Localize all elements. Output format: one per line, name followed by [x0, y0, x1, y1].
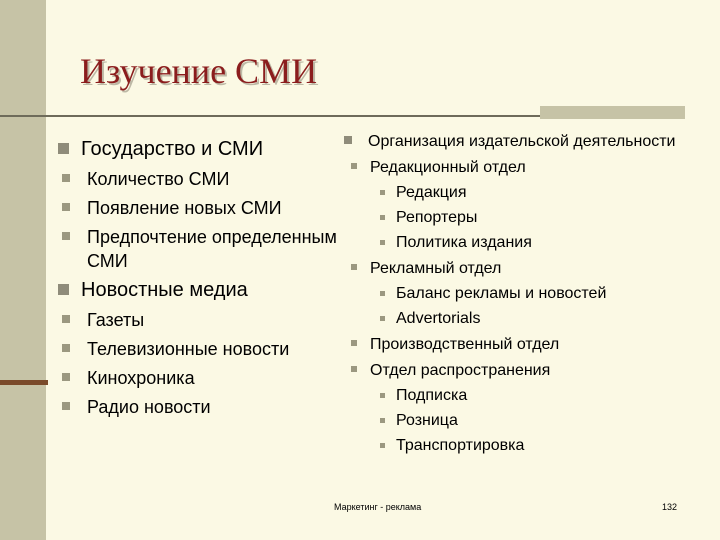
list-item-label: Организация издательской деятельности: [368, 133, 676, 150]
sub-item-production-dept: Производственный отдел: [342, 333, 702, 356]
sub-sub-item: Подписка: [370, 385, 702, 407]
sub-sub-item: Розница: [370, 410, 702, 432]
page-number: 132: [662, 502, 678, 512]
sub-sub-item: Транспортировка: [370, 435, 702, 457]
square-bullet-icon: [62, 232, 70, 240]
square-bullet-icon: [380, 418, 385, 423]
sub-item-ad-dept: Рекламный отдел: [342, 257, 702, 280]
sub-item: Количество СМИ: [56, 167, 346, 191]
left-column-list: [56, 137, 346, 424]
sub-sub-item: Advertorials: [370, 308, 702, 330]
list-item-label: Новостные медиа: [81, 279, 248, 301]
square-bullet-icon: [62, 203, 70, 211]
square-bullet-icon: [351, 264, 357, 270]
square-bullet-icon: [62, 402, 70, 410]
square-bullet-icon: [62, 174, 70, 182]
square-bullet-icon: [62, 373, 70, 381]
slide-title: Изучение СМИ: [80, 51, 318, 91]
sidebar-accent-line: [0, 380, 48, 385]
list-item-state-media: [56, 137, 346, 161]
square-bullet-icon: [351, 163, 357, 169]
square-bullet-icon: [58, 143, 69, 154]
sub-item: Телевизионные новости: [56, 337, 346, 361]
list-item-publishing-org: [342, 131, 702, 153]
square-bullet-icon: [62, 344, 70, 352]
sub-sub-item: Баланс рекламы и новостей: [370, 283, 702, 305]
square-bullet-icon: [351, 366, 357, 372]
sub-item: Радио новости: [56, 395, 346, 419]
list-item-news-media: [56, 278, 346, 302]
sub-item: Предпочтение определенным СМИ: [56, 225, 346, 273]
square-bullet-icon: [58, 284, 69, 295]
square-bullet-icon: [380, 443, 385, 448]
right-column-list: [342, 131, 702, 457]
sub-item: Появление новых СМИ: [56, 196, 346, 220]
square-bullet-icon: [351, 340, 357, 346]
square-bullet-icon: [380, 291, 385, 296]
square-bullet-icon: [380, 393, 385, 398]
title-decor-block: [540, 106, 685, 119]
square-bullet-icon: [62, 315, 70, 323]
list-item-label: Государство и СМИ: [81, 138, 264, 160]
sub-sub-item: Политика издания: [370, 232, 702, 254]
sub-item: Газеты: [56, 308, 346, 332]
sub-sub-item: Репортеры: [370, 207, 702, 229]
footer-text: Маркетинг - реклама: [334, 502, 422, 512]
square-bullet-icon: [380, 316, 385, 321]
sub-item: Кинохроника: [56, 366, 346, 390]
sub-item-editorial-dept: Редакционный отдел: [342, 156, 702, 179]
sidebar-band: [0, 0, 46, 540]
sub-sub-item: Редакция: [370, 182, 702, 204]
square-bullet-icon: [380, 215, 385, 220]
square-bullet-icon: [380, 240, 385, 245]
square-bullet-icon: [380, 190, 385, 195]
sub-item-distribution-dept: Отдел распространения: [342, 359, 702, 382]
square-bullet-icon: [344, 136, 352, 144]
